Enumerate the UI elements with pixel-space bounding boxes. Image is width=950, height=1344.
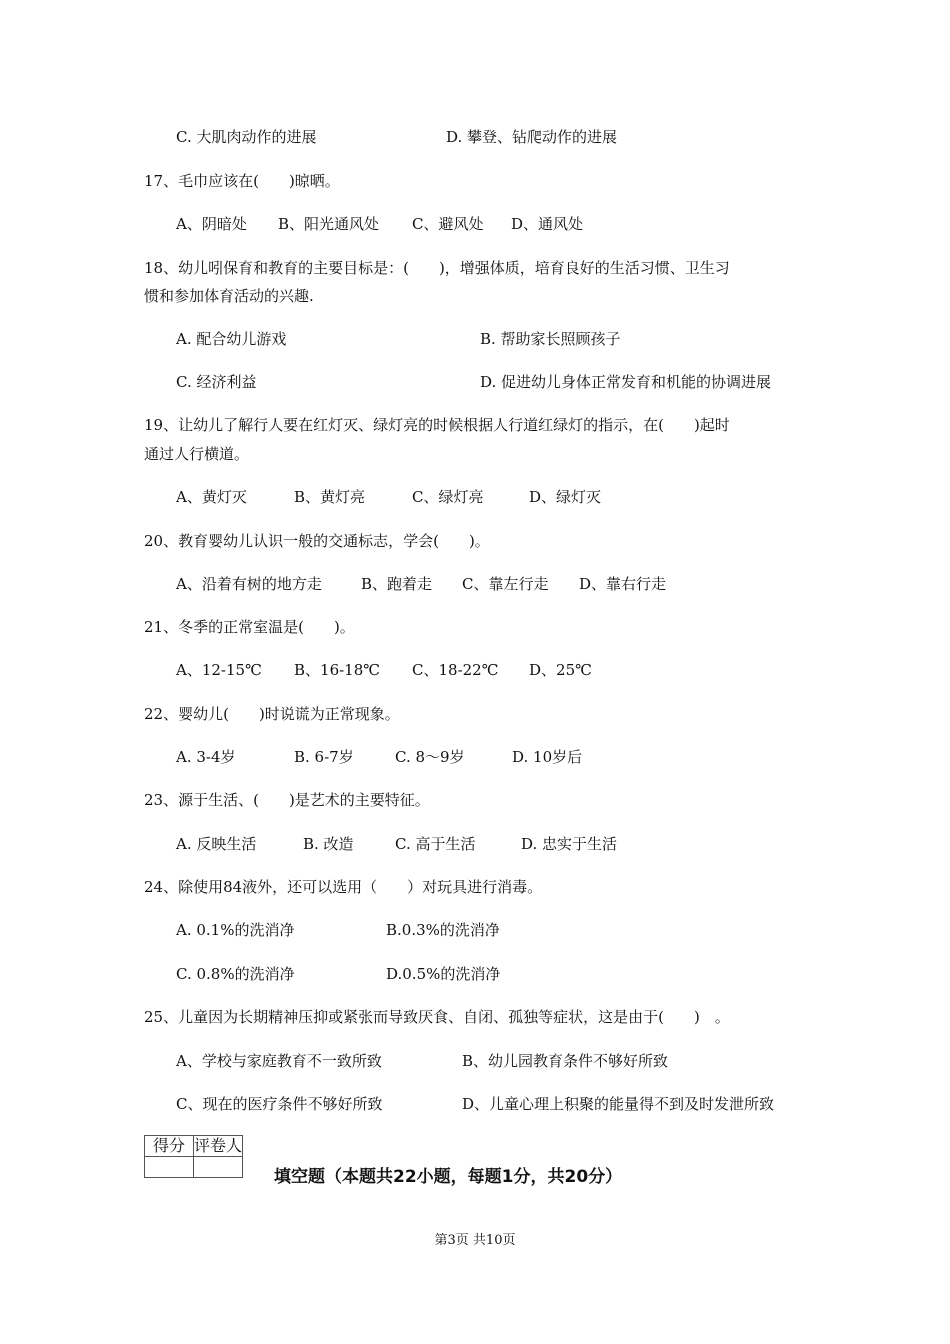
option-a: A、阴暗处: [176, 215, 247, 233]
question-stem: 21、冬季的正常室温是( )。: [144, 618, 355, 636]
option-b: B. 改造: [303, 835, 354, 853]
question-stem-continued: 惯和参加体育活动的兴趣.: [144, 287, 314, 305]
option-b: B.0.3%的洗消净: [386, 921, 500, 939]
page-footer: 第3页 共10页: [434, 1233, 516, 1248]
grader-label: 评卷人: [194, 1136, 243, 1155]
option-a: A. 0.1%的洗消净: [176, 921, 295, 939]
score-label: 得分: [145, 1136, 194, 1157]
option-a: A. 3-4岁: [176, 748, 236, 766]
option-a: A、12-15℃: [176, 661, 262, 679]
option-b: B、阳光通风处: [278, 215, 380, 233]
option-d: D、靠右行走: [579, 575, 667, 593]
option-c: C. 经济利益: [176, 373, 257, 391]
option-c: C. 大肌肉动作的进展: [176, 128, 317, 146]
question-stem: 25、儿童因为长期精神压抑或紧张而导致厌食、自闭、孤独等症状，这是由于( ) 。: [144, 1008, 730, 1026]
option-d: D. 攀登、钻爬动作的进展: [446, 128, 618, 146]
question-stem: 19、让幼儿了解行人要在红灯灭、绿灯亮的时候根据人行道红绿灯的指示，在( )起时: [144, 416, 730, 434]
option-c: C. 高于生活: [395, 835, 476, 853]
option-b: B、16-18℃: [294, 661, 381, 679]
option-a: A. 配合幼儿游戏: [176, 330, 287, 348]
question-stem: 22、婴幼儿( )时说谎为正常现象。: [144, 705, 400, 723]
option-c: C、避风处: [412, 215, 484, 233]
score-cell: [145, 1157, 194, 1178]
section-title: 填空题（本题共22小题，每题1分，共20分）: [274, 1167, 623, 1187]
option-d: D. 促进幼儿身体正常发育和机能的协调进展: [480, 373, 772, 391]
option-c: C、18-22℃: [412, 661, 499, 679]
option-d: D、25℃: [529, 661, 592, 679]
question-stem: 17、毛巾应该在( )晾晒。: [144, 172, 340, 190]
option-b: B. 6-7岁: [294, 748, 354, 766]
option-b: B. 帮助家长照顾孩子: [480, 330, 621, 348]
option-d: D、通风处: [511, 215, 584, 233]
option-c: C. 0.8%的洗消净: [176, 965, 295, 983]
option-a: A、沿着有树的地方走: [176, 575, 322, 593]
question-stem: 18、幼儿吲保育和教育的主要目标是：( )，增强体质，培育良好的生活习惯、卫生习: [144, 259, 730, 277]
option-a: A. 反映生活: [176, 835, 257, 853]
option-c: C、现在的医疗条件不够好所致: [176, 1095, 383, 1113]
option-b: B、黄灯亮: [294, 488, 366, 506]
option-d: D、儿童心理上积聚的能量得不到及时发泄所致: [462, 1095, 775, 1113]
question-stem-continued: 通过人行横道。: [144, 445, 250, 463]
grader-cell: [194, 1157, 243, 1178]
option-c: C. 8～9岁: [395, 748, 465, 766]
question-stem: 23、源于生活、( )是艺术的主要特征。: [144, 791, 430, 809]
score-box: [144, 1135, 243, 1178]
option-a: A、黄灯灭: [176, 488, 247, 506]
question-stem: 20、教育婴幼儿认识一般的交通标志，学会( )。: [144, 532, 490, 550]
option-c: C、靠左行走: [462, 575, 549, 593]
option-d: D. 忠实于生活: [521, 835, 618, 853]
option-b: B、幼儿园教育条件不够好所致: [462, 1052, 669, 1070]
option-d: D.0.5%的洗消净: [386, 965, 501, 983]
option-a: A、学校与家庭教育不一致所致: [176, 1052, 382, 1070]
option-c: C、绿灯亮: [412, 488, 484, 506]
question-stem: 24、除使用84液外，还可以选用（ ）对玩具进行消毒。: [144, 878, 543, 896]
option-b: B、跑着走: [361, 575, 433, 593]
option-d: D. 10岁后: [512, 748, 583, 766]
option-d: D、绿灯灭: [529, 488, 602, 506]
